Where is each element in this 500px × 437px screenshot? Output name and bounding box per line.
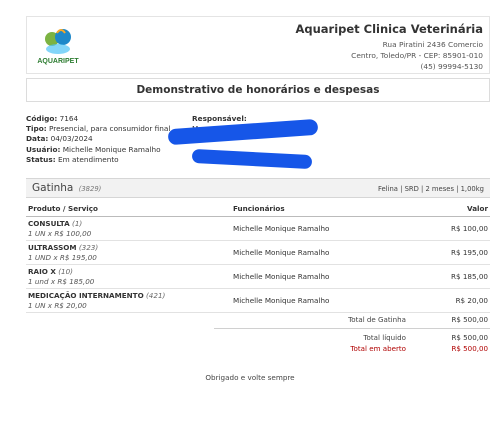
open-total-label: Total em aberto <box>350 344 406 353</box>
open-total-row <box>214 342 490 356</box>
responsible-label: Responsável: <box>192 114 247 123</box>
item-value: R$ 20,00 <box>411 288 490 312</box>
type-value: Presencial, para consumidor final <box>48 124 171 134</box>
table-row <box>26 264 490 288</box>
document-title: Demonstrativo de honorários e despesas <box>26 78 490 102</box>
services-table <box>26 202 490 313</box>
code-value: 7164 <box>59 114 79 123</box>
item-name: MEDICAÇÃO INTERNAMENTO <box>28 290 144 300</box>
net-total-label: Total líquido <box>363 333 406 342</box>
item-name: RAIO X <box>28 266 56 276</box>
item-quantity: 1 UN x R$ 100,00 <box>28 228 92 238</box>
column-header-value: Valor <box>411 202 490 216</box>
item-value: R$ 100,00 <box>411 216 490 240</box>
item-name: ULTRASSOM <box>28 242 77 252</box>
type-label: Tipo: <box>26 124 47 134</box>
item-code: (1) <box>72 218 83 228</box>
pet-code: (3829) <box>78 185 102 193</box>
company-city: Centro, Toledo/PR - CEP: 85901-010 <box>351 51 483 60</box>
table-row <box>26 216 490 240</box>
document-page <box>14 6 492 432</box>
item-code: (323) <box>78 242 99 252</box>
table-row <box>26 240 490 264</box>
redaction-mark <box>192 149 313 169</box>
item-employee: Michelle Monique Ramalho <box>231 264 411 288</box>
status-label: Status: <box>26 154 56 164</box>
table-row <box>26 288 490 312</box>
column-header-employee: Funcionários <box>231 202 411 216</box>
pet-total-label: Total de Gatinha <box>348 315 406 324</box>
open-total-value: R$ 500,00 <box>451 344 488 353</box>
user-value: Michelle Monique Ramalho <box>62 144 161 154</box>
item-code: (421) <box>146 290 166 300</box>
document-header <box>26 16 490 74</box>
pet-header <box>26 178 490 198</box>
aquaripet-logo <box>35 25 81 67</box>
item-employee: Michelle Monique Ramalho <box>231 288 411 312</box>
item-quantity: 1 UN x R$ 20,00 <box>28 300 87 310</box>
net-total-value: R$ 500,00 <box>451 333 488 342</box>
info-left <box>26 114 170 165</box>
company-phone: (45) 99994-5130 <box>420 62 483 71</box>
pet-total-value: R$ 500,00 <box>451 315 488 324</box>
date-value: 04/03/2024 <box>50 134 93 144</box>
item-employee: Michelle Monique Ramalho <box>231 216 411 240</box>
pet-name: Gatinha <box>32 182 74 194</box>
item-value: R$ 185,00 <box>411 264 490 288</box>
company-info <box>295 22 483 72</box>
svg-text:AQUARIPET: AQUARIPET <box>37 58 79 65</box>
pet-total-row <box>214 313 490 329</box>
item-quantity: 1 und x R$ 185,00 <box>28 276 95 286</box>
company-name: Aquaripet Clinica Veterinária <box>295 22 483 36</box>
pet-details: Felina | SRD | 2 meses | 1,00kg <box>377 185 484 193</box>
footer-message: Obrigado e volte sempre <box>205 373 295 382</box>
item-quantity: 1 UND x R$ 195,00 <box>28 252 97 262</box>
item-employee: Michelle Monique Ramalho <box>231 240 411 264</box>
item-name: CONSULTA <box>28 218 70 228</box>
user-label: Usuário: <box>26 144 61 154</box>
status-value: Em atendimento <box>57 154 119 164</box>
code-label: Código: <box>26 114 58 123</box>
company-address: Rua Piratini 2436 Comercio <box>382 40 483 49</box>
item-value: R$ 195,00 <box>411 240 490 264</box>
date-label: Data: <box>26 134 49 144</box>
column-header-product: Produto / Serviço <box>26 202 231 216</box>
item-code: (10) <box>58 266 73 276</box>
